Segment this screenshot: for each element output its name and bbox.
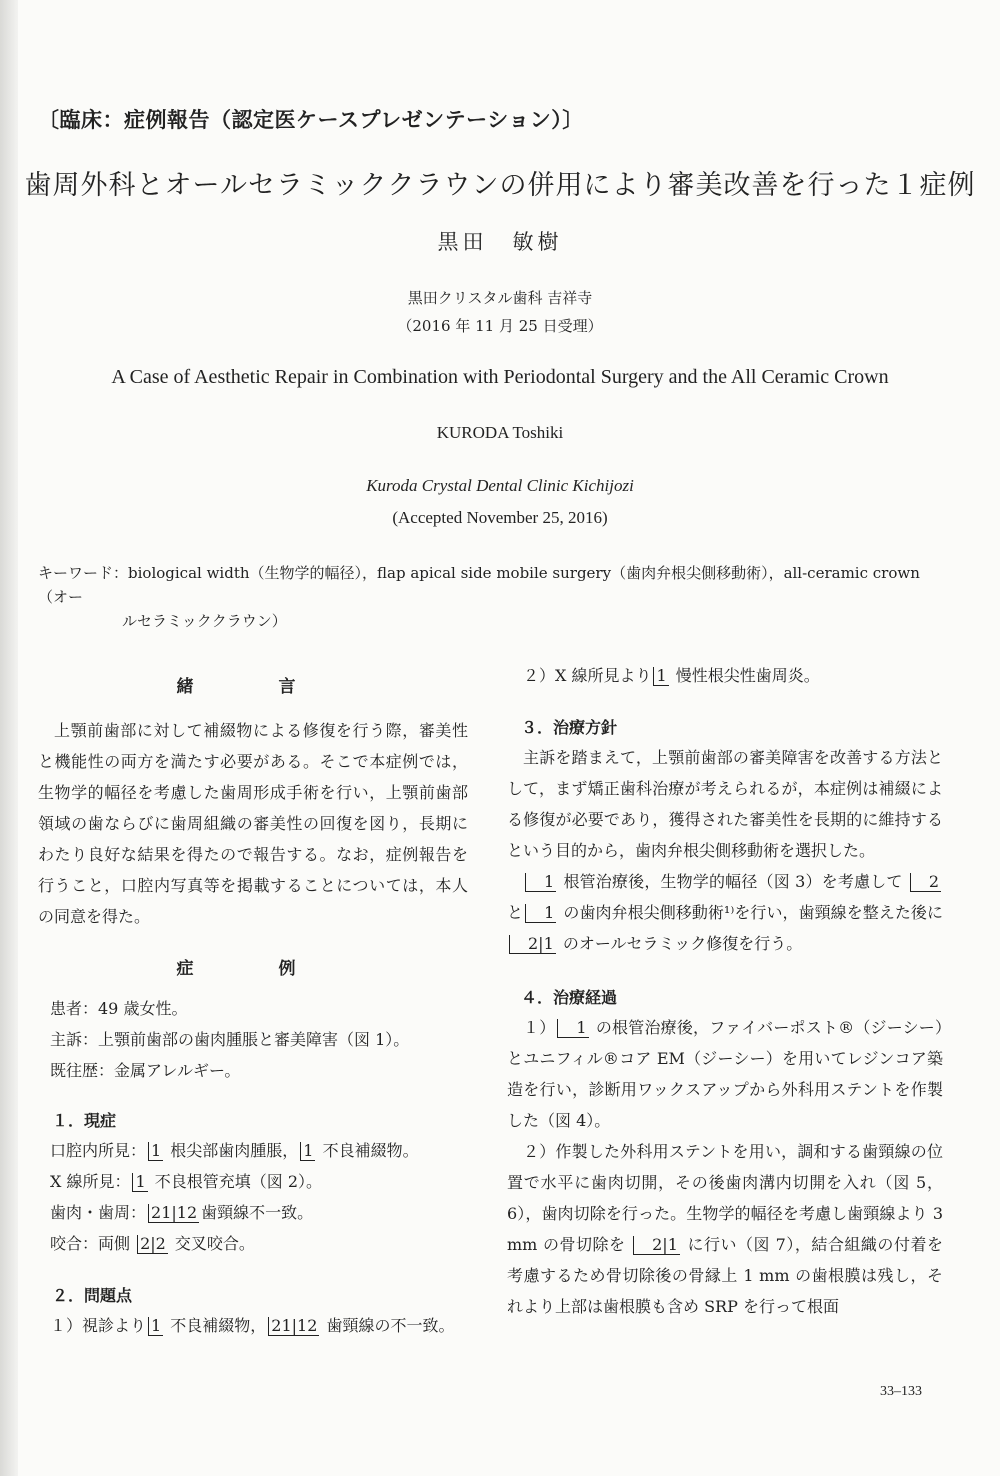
keywords: [38, 561, 943, 633]
article-category: 〔臨床：症例報告（認定医ケースプレゼンテーション）〕: [38, 108, 584, 132]
section-3-paragraph-2: [507, 866, 943, 959]
accepted-date-english: (Accepted November 25, 2016): [392, 508, 608, 527]
paragraph-text: 根管治療後，生物学的幅径（図 3）を考慮して: [558, 872, 908, 891]
case-heading: 症 例: [176, 959, 330, 979]
title-japanese: 歯周外科とオールセラミッククラウンの併用により審美改善を行った１症例: [24, 170, 976, 201]
tooth-notation: 1: [653, 667, 668, 686]
keywords-line-2: ルセラミッククラウン）: [122, 612, 287, 630]
problem-text: １）視診より: [50, 1316, 147, 1335]
section-2-heading: ２．問題点: [52, 1286, 133, 1305]
tooth-notation: 1: [300, 1142, 315, 1161]
problem-text: 慢性根尖性歯周炎。: [670, 666, 820, 685]
tooth-notation: 21|12: [148, 1204, 199, 1223]
problem-text: 不良補綴物，: [165, 1316, 267, 1335]
paragraph-text: １）: [523, 1018, 556, 1037]
finding-occlusion: [38, 1228, 468, 1259]
tooth-notation: 1: [148, 1142, 163, 1161]
paragraph-text: のオールセラミック修復を行う。: [557, 934, 803, 953]
finding-text: 不良補綴物。: [317, 1141, 419, 1160]
left-column: [38, 672, 468, 1341]
paragraph-text: と: [507, 903, 524, 922]
right-column: [507, 660, 943, 1322]
keywords-text-1: biological width（生物学的幅径），flap apical side mobile surgery（歯肉弁根尖側移動術），all-ceramic crown（オー: [38, 564, 920, 606]
paragraph-text: に行い（図 7），結合組織の付着を考慮するため骨切除後の骨縁上 1 mm の歯根膜は残し，それより上部は歯根膜も含め SRP を行って根面: [507, 1235, 943, 1316]
tooth-notation: 1: [132, 1173, 147, 1192]
tooth-notation: 2|1: [509, 935, 556, 954]
section-4-paragraph-2: [507, 1136, 943, 1322]
received-date-japanese: （2016 年 11 月 25 日受理）: [397, 317, 603, 335]
history-line: 既往歴：金属アレルギー。: [50, 1061, 241, 1080]
section-4-paragraph-1: [507, 1012, 943, 1136]
finding-oral: [38, 1135, 468, 1166]
finding-text: 歯頸線不一致。: [201, 1203, 314, 1222]
paragraph-text: の歯肉弁根尖側移動術¹⁾を行い，歯頸線を整えた後に: [558, 903, 943, 922]
finding-gingiva: [38, 1197, 468, 1228]
finding-text: 根尖部歯肉腫脹，: [165, 1141, 299, 1160]
author-english: KURODA Toshiki: [436, 423, 564, 442]
tooth-notation: 2|1: [633, 1236, 680, 1255]
problem-1: [38, 1310, 468, 1341]
author-japanese: 黒田 敏樹: [437, 230, 563, 254]
finding-label: 口腔内所見：: [50, 1141, 147, 1160]
finding-xray: [38, 1166, 468, 1197]
patient-line: 患者：49 歳女性。: [50, 999, 188, 1018]
intro-paragraph: 上顎前歯部に対して補綴物による修復を行う際，審美性と機能性の両方を満たす必要がある。そこで本症例では，生物学的幅径を考慮した歯周形成手術を行い，上顎前歯部領域の歯ならびに歯周組織の審美性の回復を図り，長期にわたり良好な結果を得たので報告する。なお，症例報告を行うこと，口腔内写真等を掲載することについては，本人の同意を得た。: [38, 721, 468, 926]
section-4-heading: ４．治療経過: [521, 988, 618, 1007]
complaint-line: 主訴：上顎前歯部の歯肉腫脹と審美障害（図 1）。: [50, 1030, 410, 1049]
intro-heading: 緒 言: [176, 677, 330, 697]
finding-text: 交叉咬合。: [169, 1234, 255, 1253]
page-number: 33–133: [880, 1384, 922, 1399]
paragraph-text: ２）作製した外科用ステントを用い，調和する歯頸線の位置で水平に歯肉切開，その後歯肉溝内切開を入れ（図 5，6），歯肉切除を行った。生物学的幅径を考慮し歯頸線より 3 mm の骨切除を: [507, 1142, 943, 1254]
tooth-notation: 2: [910, 873, 941, 892]
keywords-line-1: [38, 561, 943, 609]
problem-text: ２）X 線所見より: [523, 666, 652, 685]
section-3-heading: ３．治療方針: [521, 718, 618, 737]
finding-text: 不良根管充填（図 2）。: [149, 1172, 323, 1191]
section-1-heading: １．現症: [52, 1111, 117, 1130]
title-english: A Case of Aesthetic Repair in Combination with Periodontal Surgery and the All Ceramic Crown: [111, 366, 889, 388]
tooth-notation: 21|12: [268, 1317, 319, 1336]
tooth-notation: 1: [525, 873, 556, 892]
tooth-notation: 1: [557, 1019, 588, 1038]
finding-label: X 線所見：: [50, 1172, 131, 1191]
page-spine-shadow: [0, 0, 18, 1476]
section-3-paragraph-1: 主訴を踏まえて，上顎前歯部の審美障害を改善する方法として，まず矯正歯科治療が考えられるが，本症例は補綴による修復が必要であり，獲得された審美性を長期的に維持するという目的から，歯肉弁根尖側移動術を選択した。: [507, 748, 943, 860]
finding-label: 歯肉・歯周：: [50, 1203, 147, 1222]
problem-2: [507, 660, 943, 691]
tooth-notation: 2|2: [137, 1235, 168, 1254]
tooth-notation: 1: [148, 1317, 163, 1336]
problem-text: 歯頸線の不一致。: [321, 1316, 455, 1335]
tooth-notation: 1: [525, 904, 556, 923]
affiliation-japanese: 黒田クリスタル歯科 吉祥寺: [407, 289, 593, 307]
affiliation-english: Kuroda Crystal Dental Clinic Kichijozi: [366, 476, 634, 495]
paragraph-text: の根管治療後，ファイバーポスト®（ジーシー）とユニフィル®コア EM（ジーシー）を用いてレジンコア築造を行い，診断用ワックスアップから外科用ステントを作製した（図 4）。: [507, 1018, 943, 1130]
finding-label: 咬合：両側: [50, 1234, 136, 1253]
keywords-label: キーワード：: [38, 564, 129, 582]
